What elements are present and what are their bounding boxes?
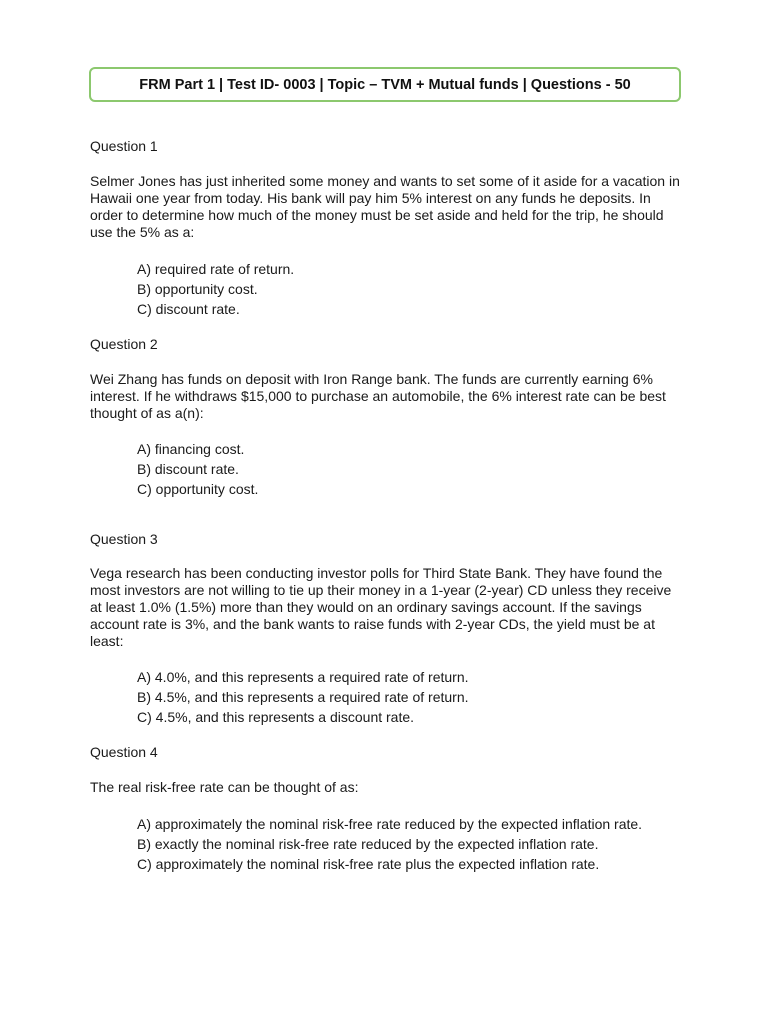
answer-option: C) discount rate.: [137, 301, 240, 317]
question-heading: Question 3: [90, 531, 158, 547]
question-text: Vega research has been conducting investor polls for Third State Bank. They have found the most investors are not willing to tie up their money in a 1-year (2-year) CD unless they receive at least 1.0% (1.5%) more than they would on an ordinary savings account. If the savings account rate is 3%, and the bank wants to raise funds with 2-year CDs, the yield must be at least:: [90, 565, 672, 649]
question-text: The real risk-free rate can be thought of as:: [90, 779, 359, 795]
answer-option: A) approximately the nominal risk-free rate reduced by the expected inflation rate.: [137, 816, 643, 832]
answer-options: [90, 816, 680, 873]
questions-content: [90, 138, 680, 876]
answer-option: C) approximately the nominal risk-free rate plus the expected inflation rate.: [137, 856, 600, 872]
answer-option: B) opportunity cost.: [137, 281, 258, 297]
question-text: Selmer Jones has just inherited some money and wants to set some of it aside for a vacation in Hawaii one year from today. His bank will pay him 5% interest on any funds he deposits. In order to determine how much of the money must be set aside and held for the trip, he should use the 5% as a:: [90, 173, 680, 240]
header-title: FRM Part 1 | Test ID- 0003 | Topic – TVM + Mutual funds | Questions - 50: [139, 76, 631, 93]
answer-options: [90, 441, 680, 498]
header-box: [89, 67, 681, 102]
answer-option: B) exactly the nominal risk-free rate reduced by the expected inflation rate.: [137, 836, 599, 852]
answer-option: A) financing cost.: [137, 441, 245, 457]
question-heading: Question 2: [90, 336, 158, 352]
question-text: Wei Zhang has funds on deposit with Iron Range bank. The funds are currently earning 6% interest. If he withdraws $15,000 to purchase an automobile, the 6% interest rate can be best thought of as a(n):: [90, 371, 666, 421]
answer-option: C) 4.5%, and this represents a discount rate.: [137, 709, 415, 725]
question-heading: Question 1: [90, 138, 158, 154]
answer-option: A) required rate of return.: [137, 261, 295, 277]
answer-options: [90, 261, 680, 318]
answer-option: A) 4.0%, and this represents a required rate of return.: [137, 669, 469, 685]
answer-option: B) 4.5%, and this represents a required rate of return.: [137, 689, 469, 705]
answer-option: C) opportunity cost.: [137, 481, 259, 497]
question-heading: Question 4: [90, 744, 158, 760]
answer-options: [90, 669, 680, 726]
answer-option: B) discount rate.: [137, 461, 239, 477]
